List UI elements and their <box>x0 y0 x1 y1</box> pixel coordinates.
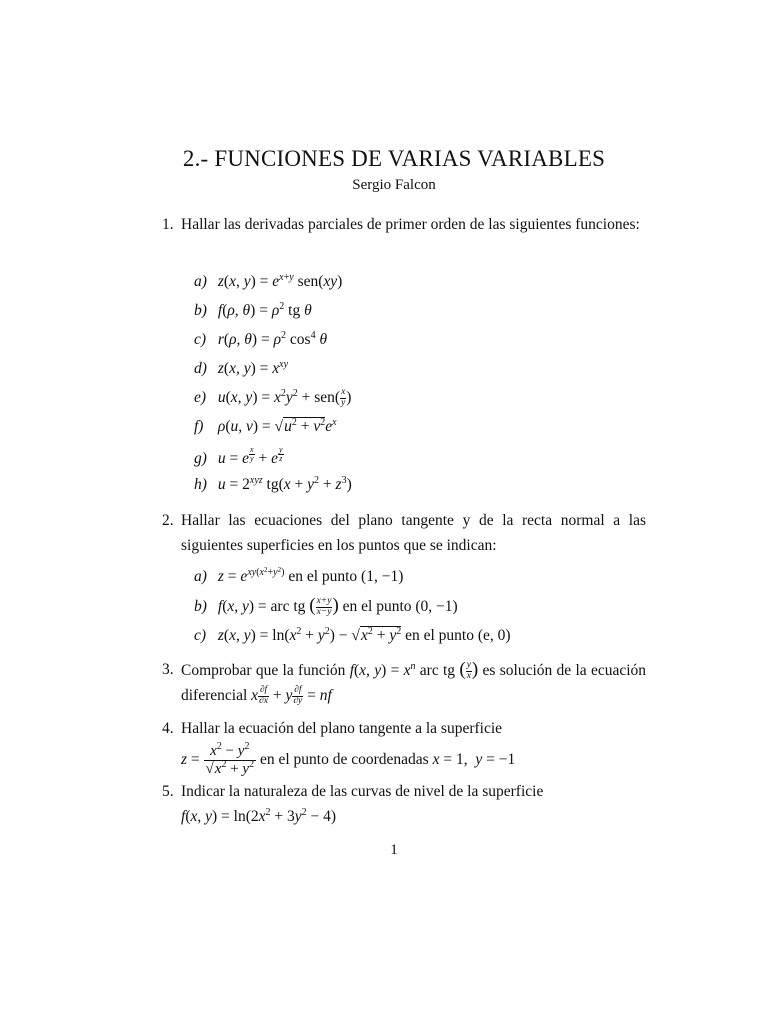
problem-text: Hallar la ecuación del plano tangente a la superficie <box>181 720 503 737</box>
subitem-label: a) <box>194 568 207 585</box>
subitem-1c: c) r(ρ, $\theta) = \rho^2$ $\cos^4 \theta$ <box>194 330 328 348</box>
point-text: en el punto (e, 0) <box>405 627 511 644</box>
subitem-1h: h) $u = 2^{xyz}$ $tg(x + y^2 + z^3)$ <box>194 475 352 493</box>
page-number: 1 <box>390 842 398 858</box>
subitem-2c: c) z(x, $y) = \ln(x^2 + y^2) - √x^2 + y^2$ en el punto (e, 0) <box>194 626 511 644</box>
subitem-label: e) <box>194 389 207 406</box>
subitem-label: d) <box>194 360 207 377</box>
problem-5-formula: f(x, $y) = \ln(2x^2 + 3y^2 - 4)$ <box>181 807 337 825</box>
problem-text: Hallar las ecuaciones del plano tangente y de la recta normal a las siguientes superficies en los puntos que se indican: <box>181 512 646 554</box>
problem-number: 1. <box>162 216 174 233</box>
subitem-label: b) <box>194 598 207 615</box>
subitem-label: c) <box>194 627 207 644</box>
problem-text: Hallar las derivadas parciales de primer orden de las siguientes funciones: <box>181 216 640 233</box>
problem-4-formula: z = $\frac{x^2 - y^2}{√x^2 + y^2}$ en el punto de coordenadas x = 1, y = −1 <box>181 741 516 777</box>
problem-4 <box>162 716 646 778</box>
point-text: en el punto (1, −1) <box>288 568 404 585</box>
problem-2 <box>162 508 646 558</box>
subitem-2b: b) f(x, y) = arc tg ( $\frac{x+y}{x-y}$ ) en el punto (0, −1) <box>194 595 458 617</box>
point-text: en el punto de coordenadas <box>259 751 429 769</box>
subitem-label: g) <box>194 449 207 467</box>
subitem-1b: b) f(ρ, $\theta) = \rho^2$ tg θ <box>194 301 312 319</box>
problem-text: Indicar la naturaleza de las curvas de nivel de la superficie <box>181 783 544 800</box>
problem-5 <box>162 779 646 829</box>
subitem-1e: e) u(x, $y) = x^2y^2 + sen$( $\frac{x}{y}$ ) <box>194 387 352 408</box>
problem-number: 4. <box>162 720 174 737</box>
subitem-1f: f) ρ(u, $v) = √u^2 + v^2e^x$ <box>194 417 337 435</box>
subitem-label: b) <box>194 302 207 319</box>
subitem-label: c) <box>194 331 207 348</box>
author-name: Sergio Falcon <box>352 177 436 193</box>
subitem-2a: a) $z = e^{xy(x^2+y^2)}$ en el punto (1, −1) <box>194 566 404 585</box>
problem-number: 2. <box>162 512 174 529</box>
subitem-label: a) <box>194 273 207 290</box>
subitem-label: h) <box>194 476 207 493</box>
problem-number: 3. <box>162 661 174 678</box>
page-title: 2.- FUNCIONES DE VARIAS VARIABLES <box>182 146 606 171</box>
subitem-label: f) <box>194 418 204 435</box>
subitem-1a: a) z(x, $y) = e^{x+y}$ sen(xy) <box>194 272 343 290</box>
problem-text: Comprobar que la función f(x, $y) = x^n$ arc tg ( $\frac{y}{x}$ ) es solución de la ecuación diferencial x $\frac{\partial f}{\partial x}$ + y $\frac{\partial f}{\partial y}$ = nf <box>181 659 647 706</box>
point-text: en el punto (0, −1) <box>342 598 458 615</box>
subitem-1d: d) z(x, $y) = x^{xy}$ <box>194 359 289 377</box>
problem-number: 5. <box>162 783 174 800</box>
problem-1 <box>162 212 646 237</box>
problem-3 <box>162 657 646 708</box>
subitem-1g: g) u = e $^{\frac{x}{y}}$ + e $^{\frac{y}{z}}$ <box>194 445 283 467</box>
